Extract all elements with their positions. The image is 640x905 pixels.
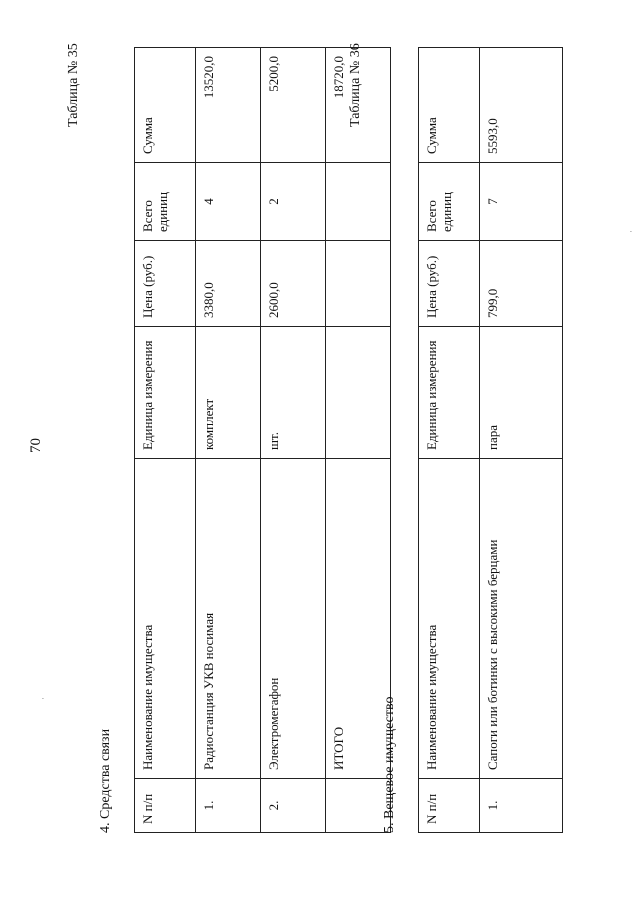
cell-num: 1. [196,779,261,833]
cell-name: Электромегафон [261,459,326,779]
cell-itogo-label: ИТОГО [326,459,391,779]
table-35 [134,47,391,833]
section-5-heading: 5. Вещевое имущество [382,696,397,833]
cell-itogo-sum: 18720,0 [326,48,391,163]
page-number: 70 [28,438,44,453]
cell-num: 1. [480,779,563,833]
scan-mark: · [626,230,636,233]
header-sum: Сумма [135,48,196,163]
header-name: Наименование имущества [419,459,480,779]
cell-unit: шт. [261,327,326,459]
cell-name: Радиостанция УКВ носимая [196,459,261,779]
table-header-row [419,48,480,833]
table-35-caption: Таблица № 35 [66,43,81,127]
cell-price: 3380,0 [196,241,261,327]
header-unit: Единица измерения [419,327,480,459]
cell-num: 2. [261,779,326,833]
table-row [196,48,261,833]
cell-name: Сапоги или ботинки с высокими берцами [480,459,563,779]
cell-sum: 13520,0 [196,48,261,163]
table-total-row [326,48,391,833]
header-total: Всего единиц [419,163,480,241]
cell-unit: комплект [196,327,261,459]
scan-mark: · [38,697,48,700]
cell-total: 4 [196,163,261,241]
cell-price: 2600,0 [261,241,326,327]
table-row [261,48,326,833]
table-header-row [135,48,196,833]
cell-total: 7 [480,163,563,241]
cell-num-empty [326,779,391,833]
cell-price: 799,0 [480,241,563,327]
cell-sum: 5593,0 [480,48,563,163]
header-price: Цена (руб.) [135,241,196,327]
header-price: Цена (руб.) [419,241,480,327]
header-unit: Единица измерения [135,327,196,459]
table-36-caption: Таблица № 36 [348,43,363,127]
cell-empty [326,327,391,459]
cell-empty [326,241,391,327]
header-name: Наименование имущества [135,459,196,779]
table-row [480,48,563,833]
header-sum: Сумма [419,48,480,163]
header-total: Всего единиц [135,163,196,241]
cell-empty [326,163,391,241]
section-4-heading: 4. Средства связи [98,728,113,833]
header-num: N п/п [135,779,196,833]
table-36 [418,47,563,833]
cell-unit: пара [480,327,563,459]
header-num: N п/п [419,779,480,833]
cell-sum: 5200,0 [261,48,326,163]
cell-total: 2 [261,163,326,241]
